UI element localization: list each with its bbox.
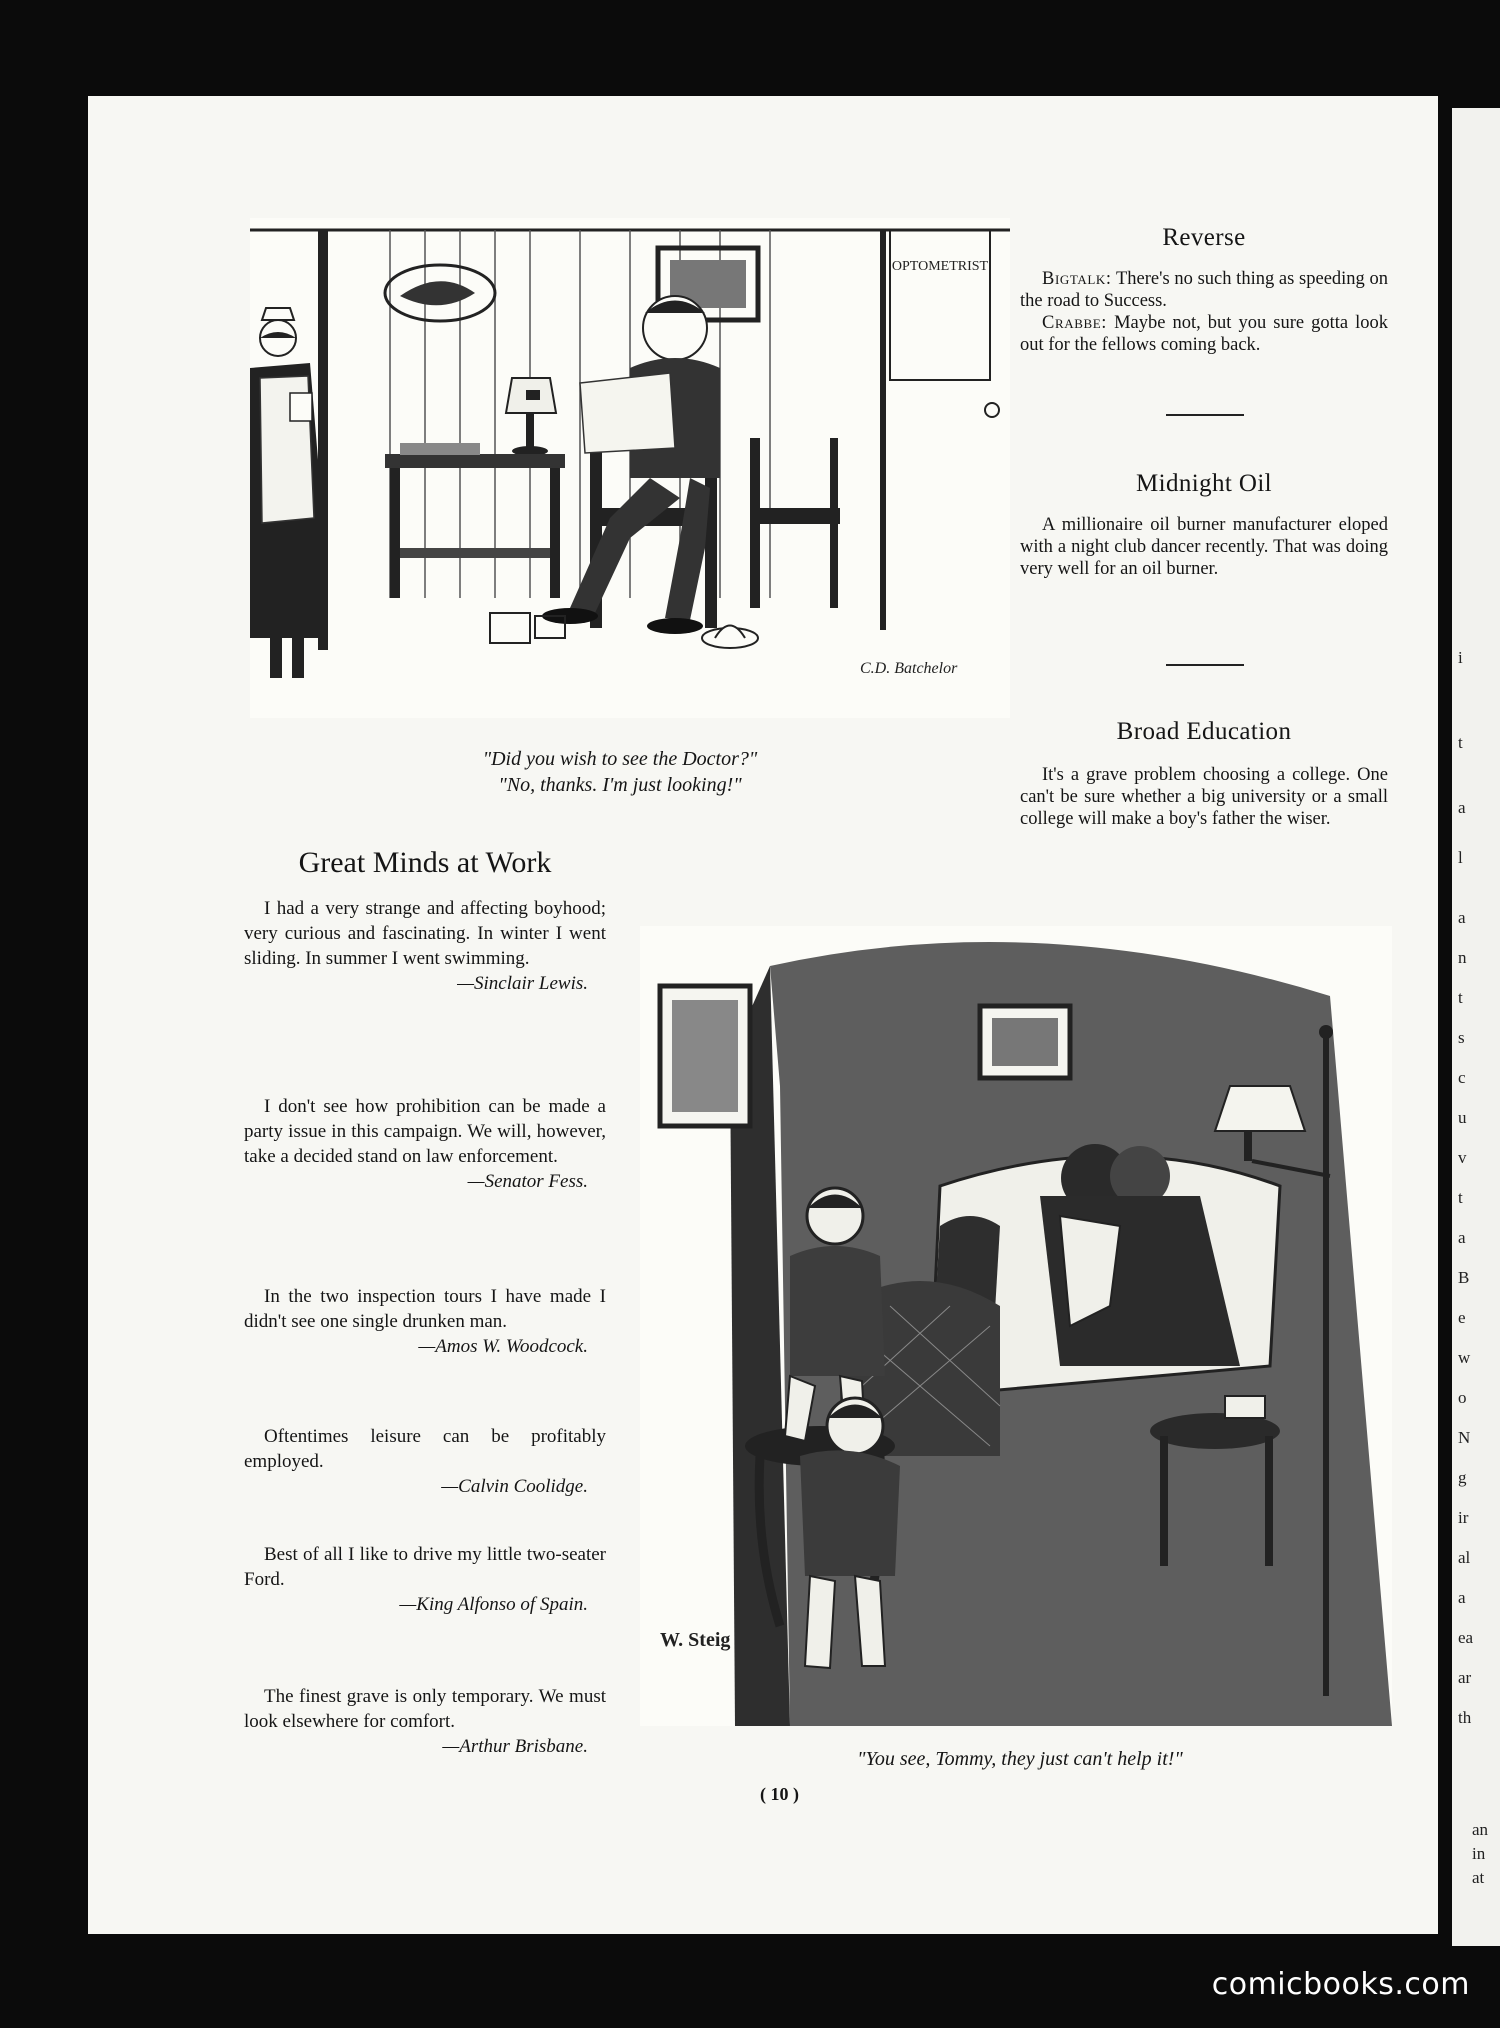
top-cartoon-signature: C.D. Batchelor [860, 660, 958, 677]
reverse-line-2: Maybe not, but you sure gotta look out for the fellows coming back. [1020, 313, 1389, 355]
quote-author: —Senator Fess. [467, 1171, 588, 1192]
quote-text: Best of all I like to drive my little two-seater Ford. [244, 1544, 606, 1590]
quote-text: I had a very strange and affecting boyhood; very curious and fascinating. In winter I went sliding. In summer I went swimming. [244, 898, 606, 969]
quote-brisbane [244, 1684, 606, 1759]
quote-woodcock [244, 1284, 606, 1359]
quote-lewis [244, 896, 606, 996]
bottom-cartoon-caption: "You see, Tommy, they just can't help it!" [857, 1748, 1183, 1770]
midnight-oil-title: Midnight Oil [1135, 470, 1273, 497]
reverse-speaker-2: Crabbe: [1042, 313, 1108, 333]
broad-education-text: It's a grave problem choosing a college. One can't be sure whether a big university or a small college will make a boy's father the wiser. [1020, 765, 1388, 829]
quote-author: —Arthur Brisbane. [442, 1736, 588, 1757]
quote-author: —Sinclair Lewis. [457, 973, 588, 994]
quote-author: —King Alfonso of Spain. [399, 1594, 588, 1615]
quote-text: I don't see how prohibition can be made a party issue in this campaign. We will, however, take a decided stand on law enforcement. [244, 1096, 606, 1167]
reverse-title: Reverse [1162, 224, 1246, 251]
reverse-line-1: There's no such thing as speeding on the road to Success. [1020, 269, 1388, 311]
reverse-text [1020, 268, 1388, 356]
quote-text: The finest grave is only temporary. We must look elsewhere for comfort. [244, 1686, 606, 1732]
top-cartoon-illustration [250, 218, 1010, 718]
top-cartoon-caption [430, 746, 810, 798]
broad-education-title: Broad Education [1116, 718, 1292, 745]
divider-2 [1166, 664, 1244, 666]
quote-fess [244, 1094, 606, 1194]
quote-author: —Amos W. Woodcock. [418, 1336, 588, 1357]
page-number: ( 10 ) [760, 1784, 799, 1804]
bottom-cartoon-signature: W. Steig [660, 1629, 731, 1651]
reverse-speaker-1: Bigtalk: [1042, 269, 1112, 289]
next-page-edge: i t a l a n t s c u v t a B e w o N g ir al a ea ar th an in at [1452, 108, 1500, 1946]
optometrist-sign: OPTOMETRIST [891, 259, 989, 274]
great-minds-title: Great Minds at Work [298, 846, 552, 879]
watermark: comicbooks.com [1211, 1967, 1470, 2002]
quote-author: —Calvin Coolidge. [441, 1476, 588, 1497]
midnight-oil-text: A millionaire oil burner manufacturer eloped with a night club dancer recently. That was doing very well for an oil burner. [1020, 515, 1388, 579]
top-caption-line-1: "Did you wish to see the Doctor?" [482, 748, 758, 770]
quote-text: Oftentimes leisure can be profitably employed. [244, 1426, 606, 1472]
divider-1 [1166, 414, 1244, 416]
bottom-cartoon-illustration [640, 926, 1392, 1726]
quote-coolidge [244, 1424, 606, 1499]
quote-text: In the two inspection tours I have made I didn't see one single drunken man. [244, 1286, 606, 1332]
quote-alfonso [244, 1542, 606, 1617]
top-caption-line-2: "No, thanks. I'm just looking!" [498, 774, 742, 796]
